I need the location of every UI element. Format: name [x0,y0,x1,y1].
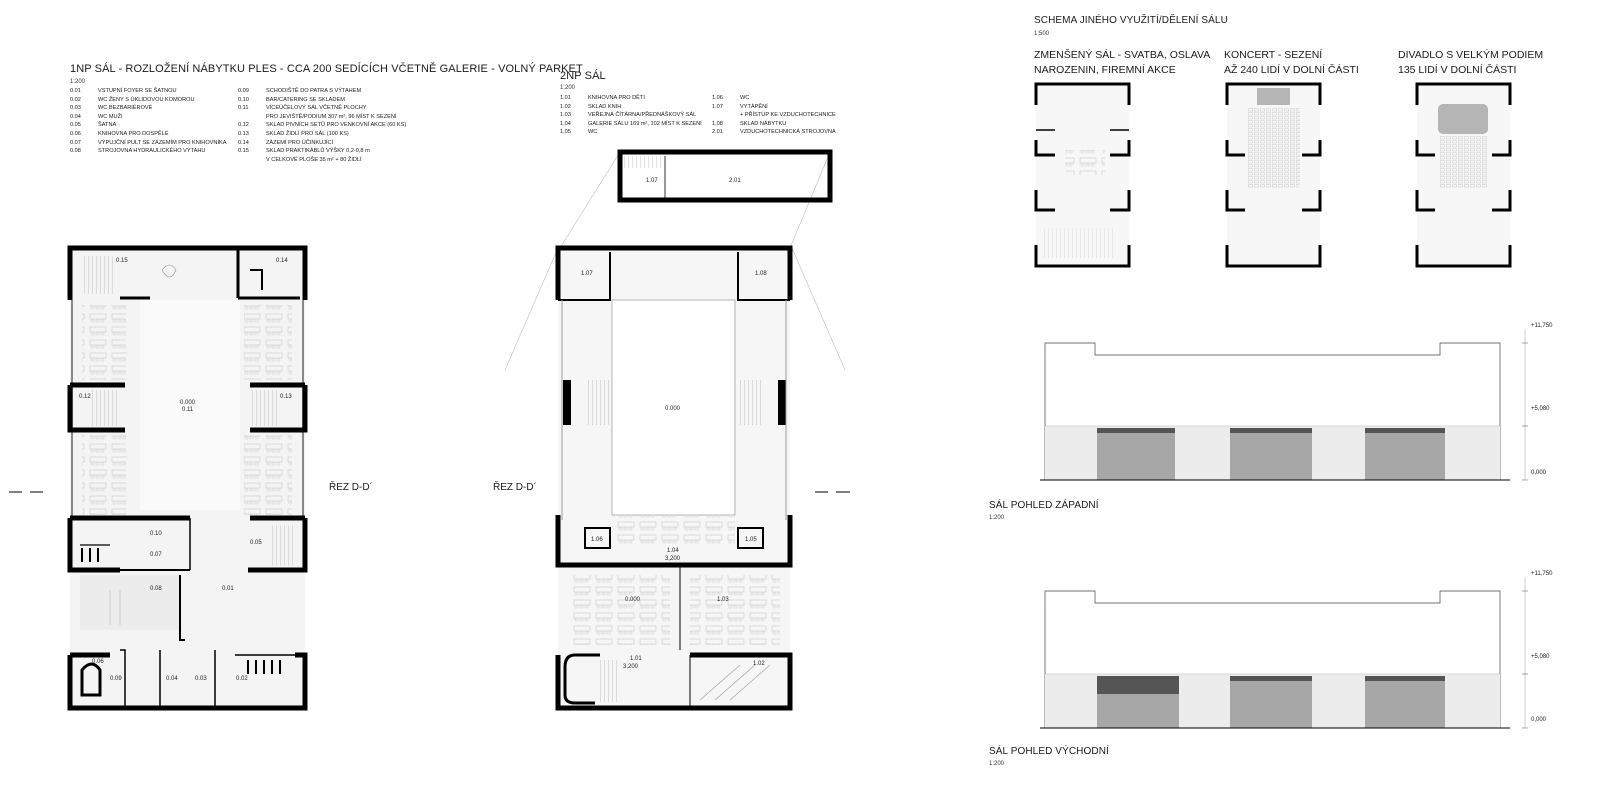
room-label: 0.07 [150,552,162,558]
legend-number: 0.06 [70,130,81,137]
room-label: 1.06 [591,537,603,543]
legend-text: V CELKOVÉ PLOŠE 35 m² + 80 ŽIDLÍ [266,156,362,163]
room-label: 0.13 [280,394,292,400]
room-label: 1.03 [717,597,729,603]
legend-number: 1.08 [712,120,723,127]
legend-number: 2.01 [712,129,723,136]
legend-text: SKLAD PIVNÍCH SETŮ PRO VENKOVNÍ AKCE (60 KS) [266,122,407,129]
room-label: 0.14 [276,258,288,264]
plan-1np-title: 1NP SÁL - ROZLOŽENÍ NÁBYTKU PLES - CCA 200 SEDÍCÍCH VČETNĚ GALERIE - VOLNÝ PARKET [70,63,583,75]
room-label: 3,200 [665,556,681,562]
schema-variant-3-caption: DIVADLO S VELKÝM PODIEM 135 LIDÍ V DOLNÍ ČÁSTI [1398,49,1544,76]
elevation-east-title: SÁL POHLED VÝCHODNÍ [989,746,1109,757]
schema-variant-1-caption: ZMENŠENÝ SÁL - SVATBA, OSLAVA NAROZENIN, FIREMNÍ AKCE [1034,49,1211,76]
room-label: 0.000 [665,406,681,412]
room-label: 2.01 [729,178,741,184]
legend-number: 1.04 [560,120,571,127]
room-label: 0.02 [236,676,248,682]
legend-number: 0.02 [70,96,81,103]
legend-text: VEŘEJNÁ ČÍTÁRNA/PŘEDNÁŠKOVÝ SÁL [588,112,697,119]
room-label: 0.11 [182,407,194,413]
legend-text: WC ŽENY S ÚKLIDOVOU KOMOROU [98,96,195,103]
room-label: 1.07 [581,271,593,277]
legend-text: GALERIE SÁLU 169 m², 102 MÍST K SEZENÍ [588,120,702,127]
legend-text: + PŘÍSTUP KE VZDUCHOTECHNICE [740,112,836,119]
room-label: 0.04 [166,676,178,682]
legend-text: WC BEZBARIÉROVÉ [98,105,153,112]
room-label: 1.02 [753,661,765,667]
legend-number: 1.07 [712,103,723,110]
room-label: 0.000 [625,597,641,603]
legend-text: VÍCEÚČELOVÝ SÁL VČETNĚ PLOCHY [266,105,367,112]
legend-number: 0.11 [238,105,249,112]
legend-number: 0.09 [238,88,249,94]
room-label: 0.10 [150,531,162,537]
legend-number: 1.03 [560,112,571,119]
room-label: 1.08 [755,271,767,277]
legend-text: SCHODIŠTĚ DO PATRA S VÝTAHEM [266,88,362,94]
legend-text: KNIHOVNA PRO DOSPĚLÉ [98,130,169,137]
elevation-west-level-top: +11,750 [1531,323,1553,329]
legend-text: SKLAD ŽIDLÍ PRO SÁL (100 KS) [266,130,349,137]
plan-2np [505,152,845,708]
room-label: 3,200 [623,664,639,670]
legend-number: 0.08 [70,148,81,155]
legend-number: 0.14 [238,139,249,146]
legend-number: 0.13 [238,130,249,137]
room-label: 0.15 [116,258,128,264]
room-label: 0.12 [79,394,91,400]
legend-number: 1.01 [560,95,571,101]
legend-number: 0.04 [70,113,81,120]
elevation-east [1040,578,1528,728]
room-label: 1.01 [630,656,642,662]
legend-text: SKLAD NÁBYTKU [740,120,787,127]
room-label: 0.08 [150,586,162,592]
legend-text: WC [588,129,598,136]
legend-text: SKLAD KNIH [588,103,622,110]
schema-variant-2 [1227,84,1320,266]
room-label: 0.000 [180,400,196,406]
schema-scale: 1:500 [1034,31,1050,37]
elevation-west [1040,330,1528,480]
room-label: 1.04 [667,548,679,554]
schema-variant-1 [1036,84,1129,266]
elevation-west-title: SÁL POHLED ZÁPADNÍ [989,500,1099,511]
legend-number: 0.07 [70,139,81,146]
schema-title: SCHEMA JINÉHO VYUŽITÍ/DĚLENÍ SÁLU [1034,15,1228,26]
room-label: 0.09 [110,676,122,682]
room-label: 0.01 [222,586,234,592]
room-label: 0.06 [92,659,104,665]
elevation-east-scale: 1:200 [989,761,1005,767]
legend-number: 1.06 [712,95,723,101]
legend-number: 0.05 [70,122,81,129]
legend-text: PRO JEVIŠTĚ/PODIUM 307 m², 96 MÍST K SEZENÍ [266,113,397,120]
elevation-west-level-ground: 0,000 [1531,470,1547,476]
legend-number: 1.05 [560,129,571,136]
legend-text: VÝPUJČNÍ PULT SE ZÁZEMÍM PRO KNIHOVNÍKA [98,139,227,146]
legend-number: 0.01 [70,88,81,94]
legend-text: BAR/CATERING SE SKLADEM [266,96,345,103]
plan-2np-scale: 1:200 [560,85,576,91]
plan-2np-title: 2NP SÁL [560,70,606,82]
schema-variant-3 [1417,84,1510,266]
legend-number: 1.02 [560,103,571,110]
legend-text: KNIHOVNA PRO DĚTI [588,95,645,101]
legend-text: WC MUŽI [98,113,123,120]
elevation-east-level-mid: +5,080 [1531,654,1550,660]
legend-text: STROJOVNA HYDRAULICKÉHO VÝTAHU [98,148,206,155]
legend-text: VZDUCHOTECHNICKÁ STROJOVNA [740,129,836,136]
legend-number: 0.15 [238,148,249,155]
legend-number: 0.10 [238,96,249,103]
elevation-east-level-ground: 0,000 [1531,717,1547,723]
room-label: 1.07 [646,178,658,184]
legend-text: VYTÁPĚNÍ [740,103,768,110]
room-label: 0.05 [250,540,262,546]
section-label-2np: ŘEZ D-D´ [493,482,537,493]
plan-1np-scale: 1:200 [70,79,86,85]
room-label: 0.03 [195,676,207,682]
elevation-west-level-mid: +5,080 [1531,406,1550,412]
schema-variant-2-caption: KONCERT - SEZENÍ AŽ 240 LIDÍ V DOLNÍ ČÁSTI [1224,49,1359,76]
legend-text: ŠATNA [98,122,117,129]
legend-text: VSTUPNÍ FOYER SE ŠATNOU [98,88,177,94]
legend-number: 0.03 [70,105,81,112]
legend-text: SKLAD PRAKTIKÁBLŮ VÝŠKY 0,2-0,8 m [266,148,370,155]
room-label: 1.05 [745,537,757,543]
elevation-east-level-top: +11,750 [1531,571,1553,577]
elevation-west-scale: 1:200 [989,515,1005,521]
legend-text: WC [740,95,750,101]
legend-number: 0.12 [238,122,249,129]
legend-text: ZÁZEMÍ PRO ÚČINKUJÍCÍ [266,139,334,146]
plan-1np [70,248,305,708]
section-label-1np: ŘEZ D-D´ [329,482,373,493]
